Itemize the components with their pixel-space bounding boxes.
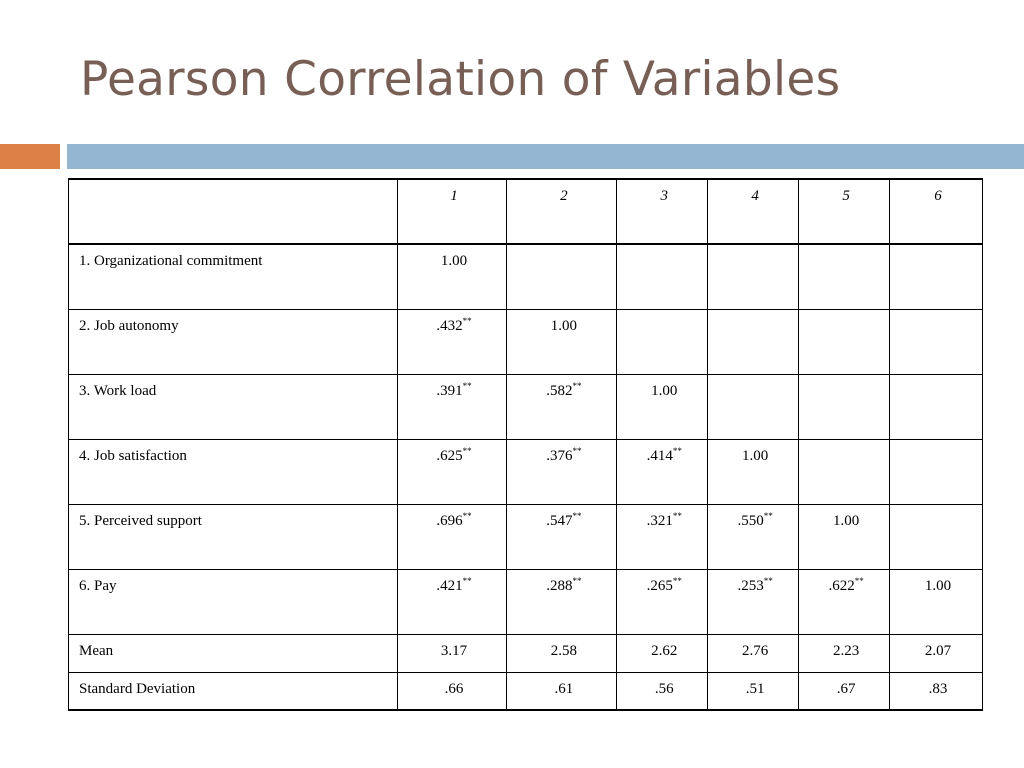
cell-value: .265 bbox=[646, 577, 673, 594]
significance-marker: ** bbox=[572, 380, 582, 391]
cell-value: .582 bbox=[546, 382, 573, 399]
cell-value: .66 bbox=[444, 680, 464, 697]
table-cell bbox=[507, 672, 617, 710]
cell-value: .550 bbox=[737, 512, 764, 529]
significance-marker: ** bbox=[672, 575, 682, 586]
cell-value: 1.00 bbox=[924, 577, 952, 594]
table-cell bbox=[890, 672, 983, 710]
significance-marker: ** bbox=[462, 510, 472, 521]
cell-value: .432 bbox=[436, 317, 463, 334]
cell-value: .696 bbox=[436, 512, 463, 529]
row-label: 1. Organizational commitment bbox=[69, 244, 398, 309]
cell-value: .391 bbox=[436, 382, 463, 399]
table-cell bbox=[799, 569, 890, 634]
cell-value: 1.00 bbox=[742, 447, 769, 464]
row-label: 3. Work load bbox=[69, 374, 398, 439]
table-cell bbox=[799, 439, 890, 504]
significance-marker: ** bbox=[763, 575, 773, 586]
row-label: Standard Deviation bbox=[69, 672, 398, 710]
column-header bbox=[69, 179, 398, 244]
cell-value: .622 bbox=[828, 577, 855, 594]
table-cell bbox=[708, 244, 799, 309]
table-cell bbox=[617, 374, 708, 439]
table-cell bbox=[890, 634, 983, 672]
table-cell bbox=[397, 374, 507, 439]
row-label: 2. Job autonomy bbox=[69, 309, 398, 374]
table-cell bbox=[799, 672, 890, 710]
table-cell bbox=[708, 569, 799, 634]
cell-value: .253 bbox=[737, 577, 764, 594]
table-body bbox=[69, 244, 983, 710]
table-cell bbox=[799, 504, 890, 569]
cell-value: 2.62 bbox=[651, 642, 678, 659]
table-cell bbox=[397, 504, 507, 569]
significance-marker: ** bbox=[572, 445, 582, 456]
table-cell bbox=[890, 439, 983, 504]
table-row bbox=[69, 374, 983, 439]
accent-bar-orange bbox=[0, 144, 60, 169]
table-cell bbox=[799, 374, 890, 439]
table-cell bbox=[708, 634, 799, 672]
table-row bbox=[69, 634, 983, 672]
cell-value: .421 bbox=[436, 577, 463, 594]
table-cell bbox=[708, 672, 799, 710]
table-cell bbox=[708, 439, 799, 504]
table-cell bbox=[708, 374, 799, 439]
table-cell bbox=[507, 634, 617, 672]
cell-value: 1.00 bbox=[550, 317, 577, 334]
significance-marker: ** bbox=[672, 510, 682, 521]
correlation-table bbox=[68, 178, 983, 711]
cell-value: .414 bbox=[646, 447, 673, 464]
cell-value: .83 bbox=[928, 680, 948, 697]
significance-marker: ** bbox=[572, 575, 582, 586]
row-label: Mean bbox=[69, 634, 398, 672]
cell-value: .288 bbox=[546, 577, 573, 594]
table-cell bbox=[799, 244, 890, 309]
cell-value: .61 bbox=[554, 680, 574, 697]
cell-value: .547 bbox=[546, 512, 573, 529]
significance-marker: ** bbox=[572, 510, 582, 521]
cell-value: 2.76 bbox=[742, 642, 769, 659]
table-cell bbox=[890, 309, 983, 374]
accent-bar-blue bbox=[67, 144, 1024, 169]
table-cell bbox=[617, 569, 708, 634]
table-row bbox=[69, 504, 983, 569]
table-cell bbox=[507, 504, 617, 569]
significance-marker: ** bbox=[462, 315, 472, 326]
significance-marker: ** bbox=[854, 575, 864, 586]
table-cell bbox=[617, 439, 708, 504]
table-cell bbox=[708, 504, 799, 569]
table-cell bbox=[507, 439, 617, 504]
cell-value: .67 bbox=[836, 680, 856, 697]
column-header: 5 bbox=[799, 179, 890, 244]
table-cell bbox=[799, 634, 890, 672]
table-row bbox=[69, 672, 983, 710]
column-header: 2 bbox=[507, 179, 617, 244]
cell-value: 3.17 bbox=[440, 642, 468, 659]
slide-title: Pearson Correlation of Variables bbox=[80, 52, 841, 107]
table-cell bbox=[397, 244, 507, 309]
header-row bbox=[69, 179, 983, 244]
significance-marker: ** bbox=[462, 575, 472, 586]
cell-value: .625 bbox=[436, 447, 463, 464]
table-cell bbox=[617, 504, 708, 569]
significance-marker: ** bbox=[672, 445, 682, 456]
table-cell bbox=[507, 309, 617, 374]
table-cell bbox=[617, 672, 708, 710]
cell-value: .321 bbox=[646, 512, 673, 529]
table-cell bbox=[397, 634, 507, 672]
table-cell bbox=[397, 569, 507, 634]
column-header: 1 bbox=[397, 179, 507, 244]
cell-value: 1.00 bbox=[440, 253, 468, 269]
cell-value: .56 bbox=[654, 680, 674, 697]
cell-value: 2.07 bbox=[924, 642, 952, 659]
table-row bbox=[69, 309, 983, 374]
row-label: 5. Perceived support bbox=[69, 504, 398, 569]
cell-value: 2.58 bbox=[550, 642, 577, 659]
cell-value: 1.00 bbox=[651, 382, 678, 399]
table-cell bbox=[890, 569, 983, 634]
significance-marker: ** bbox=[462, 380, 472, 391]
cell-value: 1.00 bbox=[832, 512, 860, 529]
column-header: 6 bbox=[890, 179, 983, 244]
significance-marker: ** bbox=[462, 445, 472, 456]
cell-value: .376 bbox=[546, 447, 573, 464]
table-cell bbox=[617, 634, 708, 672]
table-row bbox=[69, 439, 983, 504]
table-cell bbox=[617, 244, 708, 309]
column-header: 4 bbox=[708, 179, 799, 244]
table-cell bbox=[890, 504, 983, 569]
table-cell bbox=[890, 244, 983, 309]
table-cell bbox=[397, 439, 507, 504]
table-cell bbox=[507, 244, 617, 309]
row-label: 6. Pay bbox=[69, 569, 398, 634]
table-cell bbox=[507, 374, 617, 439]
table-cell bbox=[397, 672, 507, 710]
table-cell bbox=[890, 374, 983, 439]
table-cell bbox=[617, 309, 708, 374]
row-label: 4. Job satisfaction bbox=[69, 439, 398, 504]
significance-marker: ** bbox=[763, 510, 773, 521]
cell-value: .51 bbox=[745, 680, 765, 697]
table-cell bbox=[799, 309, 890, 374]
column-header: 3 bbox=[617, 179, 708, 244]
cell-value: 2.23 bbox=[832, 642, 860, 659]
table-row bbox=[69, 244, 983, 309]
table-row bbox=[69, 569, 983, 634]
table-cell bbox=[708, 309, 799, 374]
table-cell bbox=[507, 569, 617, 634]
table-cell bbox=[397, 309, 507, 374]
